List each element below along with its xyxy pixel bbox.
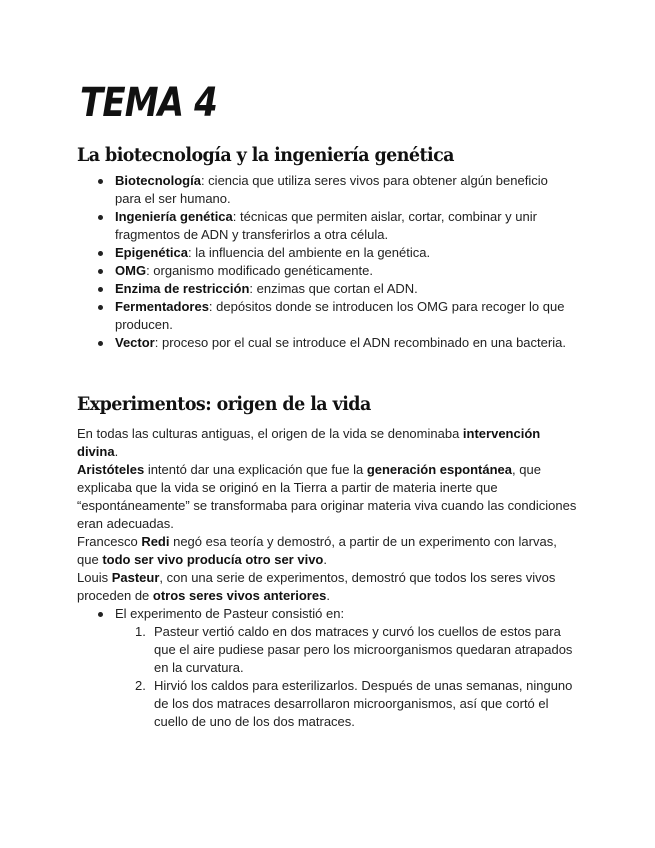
bullet-text: El experimento de Pasteur consistió en: [115, 606, 345, 621]
bold-run: Redi [141, 534, 170, 549]
step-number: 1. [135, 624, 146, 639]
experiments-body [77, 425, 577, 731]
step-item [135, 623, 577, 677]
steps-list [115, 623, 577, 731]
paragraph-pasteur [77, 569, 577, 605]
term: Fermentadores [115, 299, 209, 314]
list-item [115, 262, 570, 280]
paragraph-aristoteles [77, 461, 577, 533]
text-run: , que explicaba que la vida se originó en la Tierra a partir de materia inerte que “espontáneamente” se transformaba para originar materia viva cuando las condiciones eran adecuadas. [77, 462, 577, 531]
step-text: Hirvió los caldos para esterilizarlos. Después de unas semanas, ninguno de los dos matraces desarrollaron microorganismos, así que cortó el cuello de uno de los dos matraces. [154, 678, 573, 729]
list-item [115, 605, 577, 731]
definition: : organismo modificado genéticamente. [146, 263, 373, 278]
term: Epigenética [115, 245, 188, 260]
definition: : depósitos donde se introducen los OMG para recoger lo que producen. [115, 299, 565, 332]
definition: : enzimas que cortan el ADN. [249, 281, 418, 296]
list-item [115, 280, 570, 298]
step-number: 2. [135, 678, 146, 693]
list-item [115, 334, 570, 352]
term: Ingeniería genética [115, 209, 233, 224]
bold-run: todo ser vivo producía otro ser vivo [102, 552, 324, 567]
bold-run: otros seres vivos anteriores [152, 588, 327, 603]
text-run: Louis [77, 570, 112, 585]
text-run: . [323, 552, 327, 567]
text-run: , con una serie de experimentos, demostró que todos los seres vivos proceden de [77, 570, 556, 603]
bold-run: Pasteur [111, 570, 160, 585]
list-item [115, 172, 570, 208]
text-run: En todas las culturas antiguas, el origen de la vida se denominaba [77, 426, 463, 441]
definition: : ciencia que utiliza seres vivos para obtener algún beneficio para el ser humano. [115, 173, 548, 206]
term: Biotecnología [115, 173, 201, 188]
text-run: intentó dar una explicación que fue la [144, 462, 367, 477]
term: OMG [115, 263, 147, 278]
page-title: TEMA 4 [80, 80, 217, 126]
text-run: Francesco [77, 534, 142, 549]
definition: : técnicas que permiten aislar, cortar, combinar y unir fragmentos de ADN y transferirlos a otra célula. [115, 209, 537, 242]
step-item [135, 677, 577, 731]
paragraph-intervencion-divina [77, 425, 577, 461]
term: Vector [115, 335, 155, 350]
list-item [115, 298, 570, 334]
list-item [115, 244, 570, 262]
text-run: . [114, 444, 119, 459]
definitions-list [0, 172, 570, 352]
bold-run: Aristóteles [77, 462, 145, 477]
list-item [115, 208, 570, 244]
section-heading-biotecnologia: La biotecnología y la ingeniería genética [77, 144, 454, 166]
definition: : proceso por el cual se introduce el ADN recombinado en una bacteria. [154, 335, 566, 350]
step-text: Pasteur vertió caldo en dos matraces y curvó los cuellos de estos para que el aire pudiese pasar pero los microorganismos quedaran atrapados en la curvatura. [154, 624, 573, 675]
term: Enzima de restricción [115, 281, 250, 296]
text-run: negó esa teoría y demostró, a partir de un experimento con larvas, que [77, 534, 557, 567]
text-run: . [326, 588, 330, 603]
pasteur-experiment-list [77, 605, 577, 731]
bold-run: intervención divina [77, 426, 541, 459]
definition: : la influencia del ambiente en la genética. [187, 245, 431, 260]
section-heading-experimentos: Experimentos: origen de la vida [77, 393, 371, 415]
paragraph-redi [77, 533, 577, 569]
bold-run: generación espontánea [366, 462, 513, 477]
